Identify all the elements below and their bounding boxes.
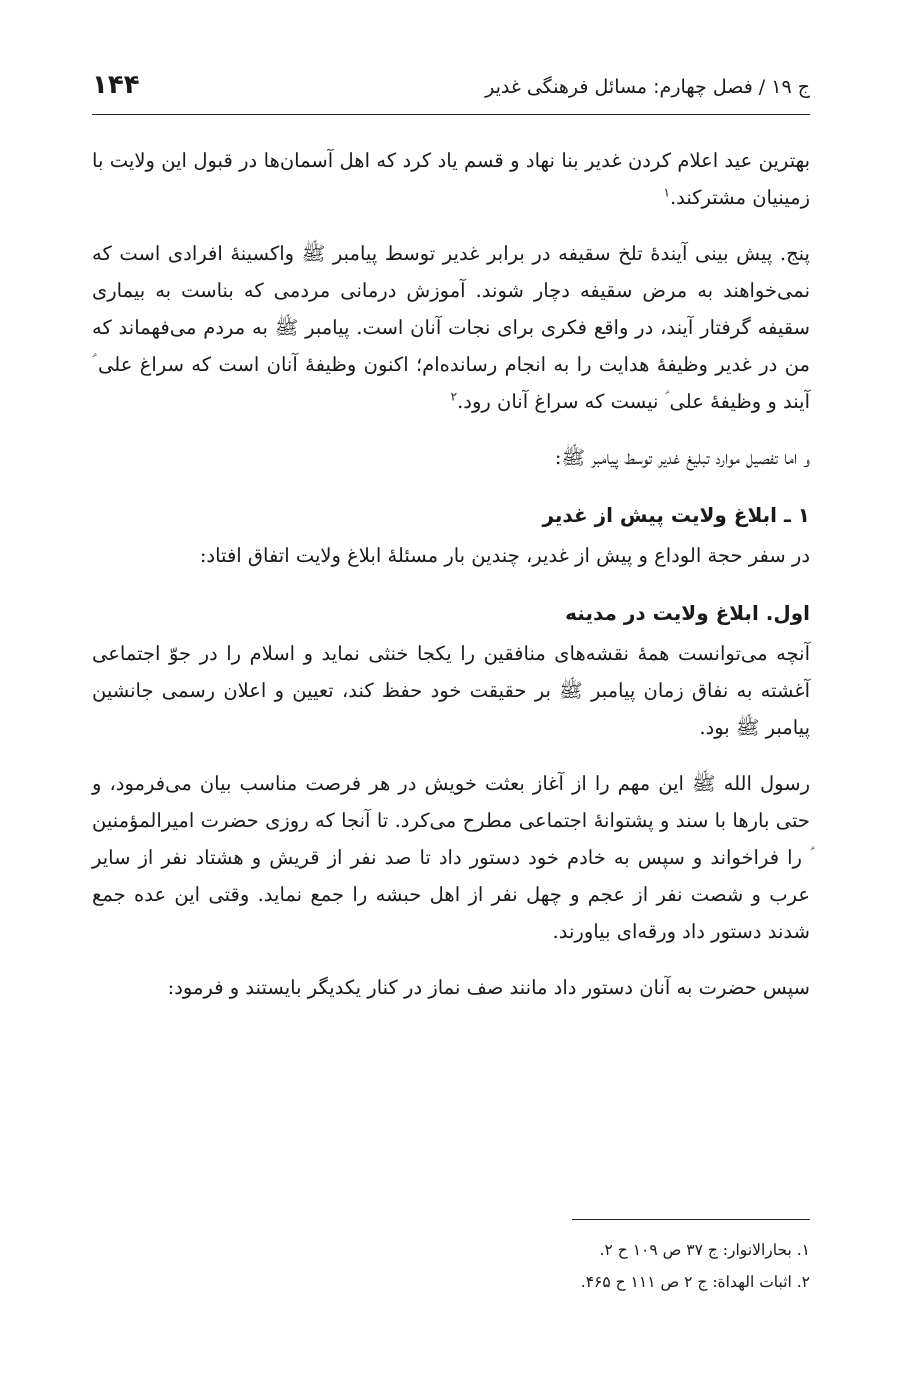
paragraph-6: رسول الله ﷺ این مهم را از آغاز بعثت خویش در هر فرصت مناسب بیان می‌فرمود، و حتی بارها با سند و پشتوانۀ اجتماعی مطرح می‌کرد. تا آنجا که روزی حضرت امیرالمؤمنین ؑ را فراخواند و سپس به خادم خود دستور داد تا صد نفر از قریش و هشتاد نفر از سایر عرب و شصت نفر از عجم و چهل نفر از اهل حبشه را جمع نماید. وقتی این عده جمع شدند دستور داد ورقه‌ای بیاورند. [92,772,810,943]
body-text [92,142,810,1025]
paragraph-4: در سفر حجة الوداع و پیش از غدیر، چندین بار مسئلۀ ابلاغ ولایت اتفاق افتاد: [199,544,810,567]
footnote-ref-1: ۱ [663,185,670,200]
paragraph-1 [92,142,810,216]
page-number: ۱۴۴ [92,70,140,100]
sub-heading: اول. ابلاغ ولایت در مدینه [565,601,810,625]
paragraph-1-text: بهترین عید اعلام کردن غدیر بنا نهاد و قسم یاد کرد که اهل آسمان‌ها در قبول این ولایت با زمینیان مشترکند. [92,149,810,209]
footnote-2: ۲. اثبات الهداة: ج ۲ ص ۱۱۱ ح ۴۶۵. [580,1273,810,1291]
footnote-1: ۱. بحارالانوار: ج ۳۷ ص ۱۰۹ ح ۲. [599,1241,810,1259]
paragraph-2 [92,235,810,420]
footnotes [92,1234,810,1298]
section-heading: ۱ ـ ابلاغ ولایت پیش از غدیر [542,503,810,527]
footnote-ref-2: ۲ [450,389,458,404]
running-header [92,58,810,115]
footnote-divider [572,1219,810,1220]
paragraph-7: سپس حضرت به آنان دستور داد مانند صف نماز در کنار یکدیگر بایستند و فرمود: [167,976,810,999]
paragraph-3: و اما تفصیل موارد تبلیغ غدیر توسط پیامبر ﷺ: [554,446,810,469]
paragraph-2-text: پنج. پیش بینی آیندۀ تلخ سقیفه در برابر غدیر توسط پیامبر ﷺ واکسینۀ افرادی است که نمی‌خواهند به مرض سقیفه دچار شوند. آموزش درمانی مردمی که بناست به بیماری سقیفه گرفتار آیند، در واقع فکری برای نجات آنان است. پیامبر ﷺ به مردم می‌فهماند که من در غدیر وظیفۀ هدایت را به انجام رسانده‌ام؛ اکنون وظیفۀ آنان است که سراغ علی ؑ آیند و وظیفۀ علی ؑ نیست که سراغ آنان رود. [92,242,810,413]
paragraph-5: آنچه می‌توانست همۀ نقشه‌های منافقین را یکجا خنثی نماید و اسلام را در جوّ اجتماعی آغشته به نفاق زمان پیامبر ﷺ بر حقیقت خود حفظ کند، تعیین و اعلان رسمی جانشین پیامبر ﷺ بود. [92,642,810,739]
running-header-title: ج ۱۹ / فصل چهارم: مسائل فرهنگی غدیر [485,76,810,98]
